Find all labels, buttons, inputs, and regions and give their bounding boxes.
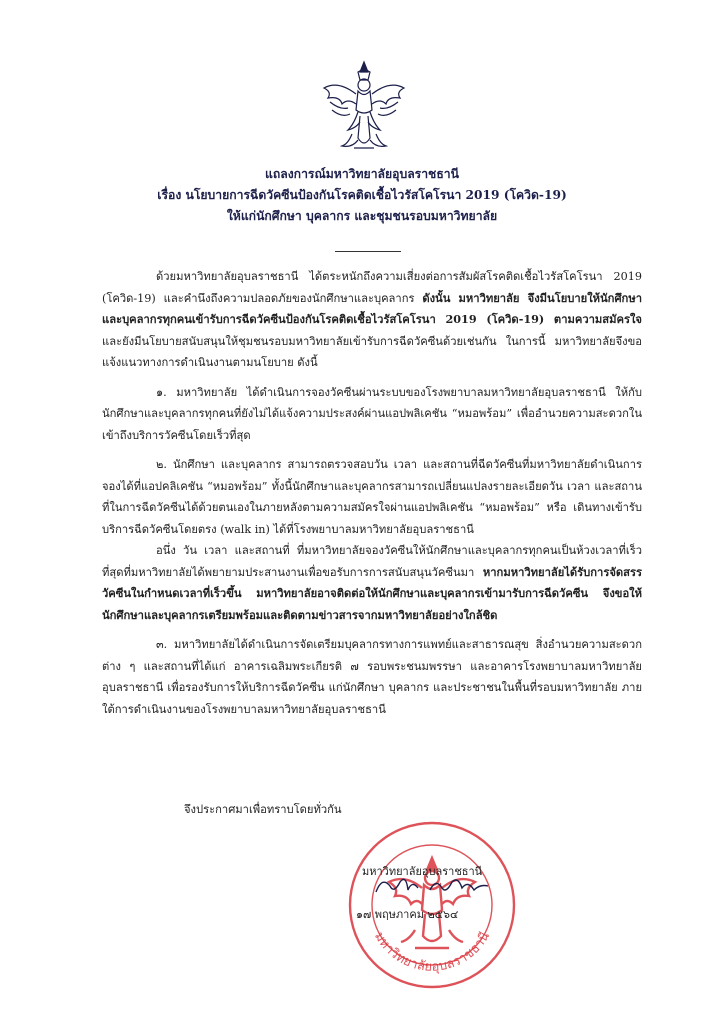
handwritten-signature [372, 872, 492, 900]
item-2: ๒. นักศึกษา และบุคลากร สามารถตรวจสอบวัน เวลา และสถานที่ฉีดวัคซีนที่มหาวิทยาลัยดำเนินการจองได้ที่แอปคลิเคชัน “หมอพร้อม” ทั้งนี้นักศึกษาและบุคลากรสามารถเปลี่ยนแปลงรายละเอียดวัน เวลา และสถานที่ในการฉีดวัคซีนได้ด้วยตนเองในภายหลังตามความสมัครใจผ่านแอปพลิเคชัน “หมอพร้อม” หรือ เดินทางเข้ารับบริการฉีดวัคซีนโดยตรง (walk in) ได้ที่โรงพยาบาลมหาวิทยาลัยอุบลราชธานี [102, 458, 642, 536]
signatory-organization: มหาวิทยาลัยอุบลราชธานี [362, 865, 483, 878]
item-1: ๑. มหาวิทยาลัย ได้ดำเนินการจองวัคซีนผ่านระบบของโรงพยาบาลมหาวิทยาลัยอุบลราชธานี ให้กับนักศึกษาและบุคลากรทุกคนที่ยังไม่ได้แจ้งความประสงค์ผ่านแอปพลิเคชัน “หมอพร้อม” เพื่ออำนวยความสะดวกในเข้าถึงบริการวัคซีนโดยเร็วที่สุด [102, 385, 642, 442]
intro-policy-bold: ดังนั้น มหาวิทยาลัย จึงมีนโยบายให้นักศึกษาและบุคลากรทุกคนเข้ารับการฉีดวัคซีนป้องกันโรคติดเชื้อไวรัสโคโรนา 2019 (โควิด-19) ตามความสมัครใจ [102, 290, 642, 326]
item-3: ๓. มหาวิทยาลัยได้ดำเนินการจัดเตรียมบุคลากรทางการแพทย์และสาธารณสุข สิ่งอำนวยความสะดวกต่าง ๆ และสถานที่ได้แก่ อาคารเฉลิมพระเกียรติ ๗ รอบพระชนมพรรษา และอาคารโรงพยาบาลมหาวิทยาลัยอุบลราชธานี เพื่อรองรับการให้บริการฉีดวัคซีน แก่นักศึกษา บุคลากร และประชาชนในพื้นที่รอบมหาวิทยาลัย ภายใต้การดำเนินงานของโรงพยาบาลมหาวิทยาลัยอุบลราชธานี [102, 638, 642, 716]
intro-paragraph [102, 266, 642, 374]
item-2-note-text: อนึ่ง วัน เวลา และสถานที่ ที่มหาวิทยาลัยจองวัคซีนให้นักศึกษาและบุคลากรทุกคนเป็นห้วงเวลาที่เร็วที่สุดที่มหาวิทยาลัยได้พยายามประสานงานเพื่อขอรับการการสนับสนุนวัคซีนมา [102, 544, 642, 579]
intro-text: ด้วยมหาวิทยาลัยอุบลราชธานี ได้ตระหนักถึงความเสี่ยงต่อการสัมผัสโรคติดเชื้อไวรัสโคโรนา 2019 (โควิด-19) และคำนึงถึงความปลอดภัยของนักศึกษาและบุคลากร [102, 270, 642, 305]
svg-text:มหาวิทยาลัยอุบลราชธานี [371, 929, 493, 975]
header-subject: เรื่อง นโยบายการฉีดวัคซีนป้องกันโรคติดเชื้อไวรัสโคโรนา 2019 (โควิด-19) [157, 188, 567, 202]
intro-text-end: และยังมีนโยบายสนับสนุนให้ชุมชนรอบมหาวิทยาลัยเข้ารับการฉีดวัคซีนด้วยเช่นกัน ในการนี้ มหาวิทยาลัยจึงขอแจ้งแนวทางการดำเนินงานตามนโยบาย ดังนี้ [102, 334, 642, 369]
stamp-text: มหาวิทยาลัยอุบลราชธานี [371, 929, 493, 975]
signature-date: ๑๗ พฤษภาคม ๒๕๖๔ [356, 908, 459, 921]
header-audience: ให้แก่นักศึกษา บุคลากร และชุมชนรอบมหาวิทยาลัย [226, 209, 498, 223]
closing-statement: จึงประกาศมาเพื่อทราบโดยทั่วกัน [184, 803, 342, 816]
header-divider [335, 251, 401, 252]
document-header [80, 164, 644, 227]
item-2-note-bold: หากมหาวิทยาลัยได้รับการจัดสรรวัคซีนในกำหนดเวลาที่เร็วขึ้น มหาวิทยาลัยอาจติดต่อให้นักศึกษาและบุคลากรเข้ามารับการฉีดวัคซีน จึงขอให้นักศึกษาและบุคลากรเตรียมพร้อมและติดตามข่าวสารจากมหาวิทยาลัยอย่างใกล้ชิด [102, 564, 642, 622]
item-2-note [102, 540, 642, 626]
document-body [102, 266, 642, 720]
header-title: แถลงการณ์มหาวิทยาลัยอุบลราชธานี [265, 167, 459, 181]
garuda-emblem [318, 58, 410, 154]
